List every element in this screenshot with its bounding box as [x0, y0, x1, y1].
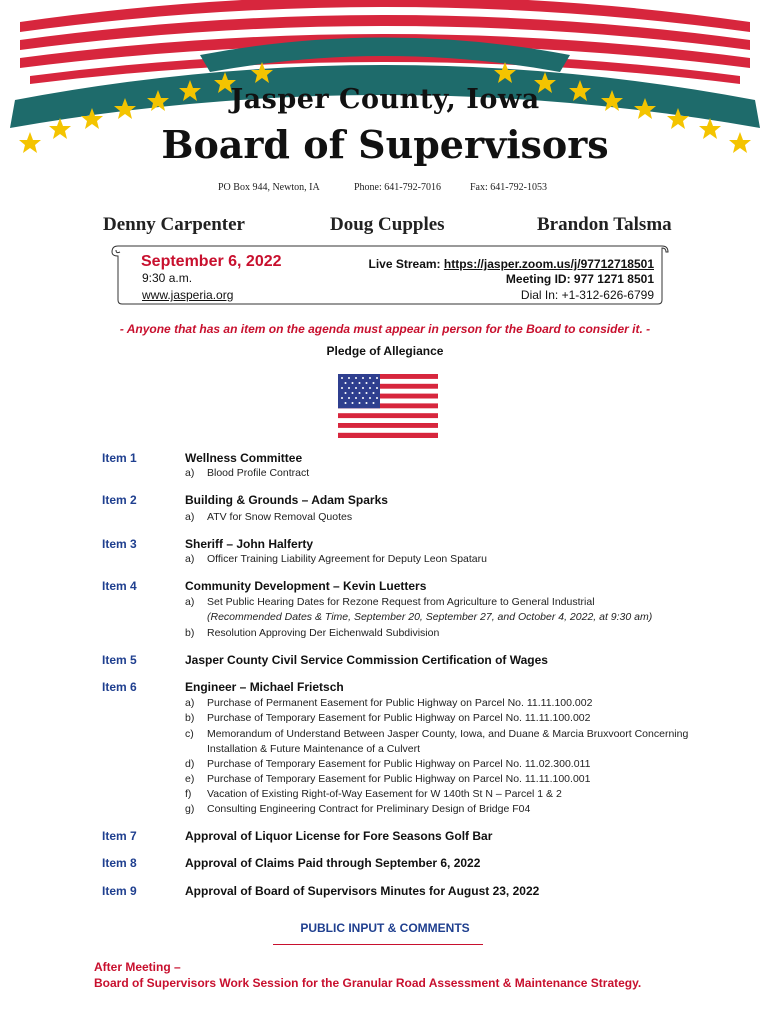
sub-item — [185, 553, 487, 565]
sub-item-letter: b) — [185, 712, 195, 724]
live-stream — [369, 257, 654, 271]
sub-item — [185, 788, 562, 800]
item-title: Building & Grounds – Adam Sparks — [185, 493, 388, 507]
sub-item-letter: d) — [185, 758, 195, 770]
meeting-time: 9:30 a.m. — [142, 271, 193, 285]
item-label: Item 4 — [102, 579, 137, 593]
po-box: PO Box 944, Newton, IA — [218, 182, 320, 193]
sub-item — [185, 511, 352, 523]
website-link[interactable]: www.jasperia.org — [142, 288, 234, 302]
sub-item-letter: a) — [185, 697, 195, 709]
sub-item-text: ATV for Snow Removal Quotes — [207, 511, 353, 523]
item-label: Item 6 — [102, 680, 137, 694]
sub-item — [185, 743, 420, 755]
sub-item — [185, 467, 309, 479]
item-title: Community Development – Kevin Luetters — [185, 579, 427, 593]
item-label: Item 2 — [102, 493, 137, 507]
member-name: Doug Cupples — [330, 214, 445, 235]
item-title: Engineer – Michael Frietsch — [185, 680, 344, 694]
item-label: Item 1 — [102, 451, 137, 465]
item-label: Item 5 — [102, 653, 137, 667]
member-name: Denny Carpenter — [103, 214, 245, 235]
item-title: Sheriff – John Halferty — [185, 537, 314, 551]
item-label: Item 9 — [102, 884, 137, 898]
phone-number: Phone: 641-792-7016 — [354, 182, 441, 193]
sub-item-text: (Recommended Dates & Time, September 20, September 27, and October 4, 2022, at 9:30 am) — [207, 611, 653, 623]
sub-item — [185, 712, 590, 724]
divider — [273, 944, 483, 945]
sub-item — [185, 758, 590, 770]
item-label: Item 3 — [102, 537, 137, 551]
pledge-heading: Pledge of Allegiance — [326, 344, 444, 358]
county-title: Jasper County, Iowa — [230, 84, 540, 115]
sub-item — [185, 596, 595, 608]
meeting-id: Meeting ID: 977 1271 8501 — [505, 272, 654, 286]
sub-item-text: Purchase of Temporary Easement for Public Highway on Parcel No. 11.11.100.002 — [207, 712, 591, 724]
live-stream-label: Live Stream: — [368, 257, 444, 271]
live-stream-link[interactable]: https://jasper.zoom.us/j/97712718501 — [443, 257, 654, 271]
sub-item-text: Vacation of Existing Right-of-Way Easement for W 140th St N – Parcel 1 & 2 — [207, 788, 562, 800]
sub-item-letter: a) — [185, 511, 195, 523]
sub-item — [185, 803, 530, 815]
item-title: Approval of Liquor License for Fore Seasons Golf Bar — [185, 829, 493, 843]
item-title: Wellness Committee — [185, 451, 303, 465]
sub-item — [185, 627, 439, 639]
sub-item-letter: f) — [185, 788, 192, 800]
sub-item-letter: a) — [185, 467, 195, 479]
sub-item-letter: a) — [185, 553, 195, 565]
public-input-heading: PUBLIC INPUT & COMMENTS — [300, 921, 470, 935]
sub-item-text: Consulting Engineering Contract for Preliminary Design of Bridge F04 — [207, 803, 531, 815]
item-title: Jasper County Civil Service Commission Certification of Wages — [185, 653, 548, 667]
meeting-date: September 6, 2022 — [141, 253, 282, 270]
sub-item — [185, 697, 592, 709]
dial-in: Dial In: +1-312-626-6799 — [520, 288, 654, 302]
sub-item — [185, 728, 688, 740]
item-label: Item 8 — [102, 856, 137, 870]
sub-item-text: Purchase of Temporary Easement for Public Highway on Parcel No. 11.11.100.001 — [207, 773, 591, 785]
member-name: Brandon Talsma — [537, 214, 672, 235]
board-title: Board of Supervisors — [161, 122, 609, 167]
sub-item-text: Purchase of Permanent Easement for Public Highway on Parcel No. 11.11.100.002 — [207, 697, 593, 709]
sub-item-text: Set Public Hearing Dates for Rezone Request from Agriculture to General Industrial — [207, 596, 595, 608]
sub-item-text: Blood Profile Contract — [207, 467, 310, 479]
sub-item-letter: g) — [185, 803, 195, 815]
attendance-notice: - Anyone that has an item on the agenda must appear in person for the Board to consider it. - — [119, 322, 651, 336]
item-title: Approval of Board of Supervisors Minutes for August 23, 2022 — [185, 884, 540, 898]
item-label: Item 7 — [102, 829, 137, 843]
sub-item-letter: c) — [185, 728, 194, 740]
sub-item — [185, 773, 590, 785]
sub-item-text: Resolution Approving Der Eichenwald Subdivision — [207, 627, 440, 639]
sub-item-text: Purchase of Temporary Easement for Public Highway on Parcel No. 11.02.300.011 — [207, 758, 591, 770]
sub-item-note — [185, 611, 652, 623]
after-meeting-text: Board of Supervisors Work Session for the Granular Road Assessment & Maintenance Strategy. — [94, 976, 642, 990]
fax-number: Fax: 641-792-1053 — [470, 182, 547, 193]
us-flag-icon — [338, 374, 438, 438]
sub-item-text: Installation & Future Maintenance of a Culvert — [207, 743, 421, 755]
sub-item-text: Memorandum of Understand Between Jasper County, Iowa, and Duane & Marcia Bruxvoort Concerning — [207, 728, 689, 740]
sub-item-letter: b) — [185, 627, 195, 639]
after-meeting-heading: After Meeting – — [94, 960, 181, 974]
sub-item-letter: e) — [185, 773, 195, 785]
sub-item-letter: a) — [185, 596, 195, 608]
sub-item-text: Officer Training Liability Agreement for Deputy Leon Spataru — [207, 553, 487, 565]
item-title: Approval of Claims Paid through September 6, 2022 — [185, 856, 481, 870]
